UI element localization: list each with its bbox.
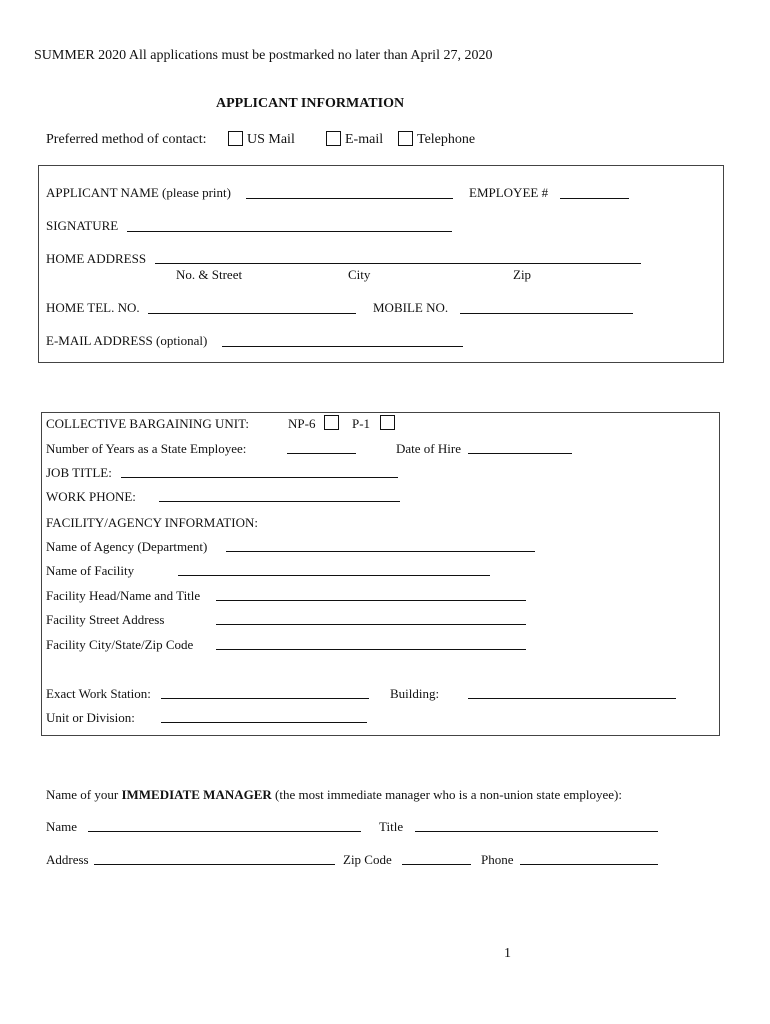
manager-zip-label: Zip Code xyxy=(343,852,392,867)
facility-city-field[interactable] xyxy=(216,649,526,650)
manager-intro xyxy=(46,788,622,801)
manager-phone-label: Phone xyxy=(481,852,514,867)
p1-checkbox[interactable] xyxy=(380,415,395,430)
bargaining-unit-label: COLLECTIVE BARGAINING UNIT: xyxy=(46,416,249,431)
email-checkbox[interactable] xyxy=(326,131,341,146)
home-address-field[interactable] xyxy=(155,263,641,264)
agency-label: Name of Agency (Department) xyxy=(46,539,208,554)
mobile-field[interactable] xyxy=(460,313,633,314)
facility-name-label: Name of Facility xyxy=(46,563,135,578)
work-station-field[interactable] xyxy=(161,698,369,699)
home-tel-field[interactable] xyxy=(148,313,356,314)
facility-head-label: Facility Head/Name and Title xyxy=(46,588,201,603)
building-field[interactable] xyxy=(468,698,676,699)
applicant-name-field[interactable] xyxy=(246,198,453,199)
home-tel-label: HOME TEL. NO. xyxy=(46,300,140,315)
years-label: Number of Years as a State Employee: xyxy=(46,441,247,456)
manager-phone-field[interactable] xyxy=(520,864,658,865)
email-address-field[interactable] xyxy=(222,346,463,347)
telephone-label: Telephone xyxy=(417,132,476,147)
manager-title-label: Title xyxy=(379,819,404,834)
years-field[interactable] xyxy=(287,453,356,454)
signature-label: SIGNATURE xyxy=(46,218,119,233)
facility-city-label: Facility City/State/Zip Code xyxy=(46,637,194,652)
us-mail-label: US Mail xyxy=(247,132,295,147)
page-number: 1 xyxy=(504,946,511,961)
unit-division-label: Unit or Division: xyxy=(46,710,135,725)
work-phone-field[interactable] xyxy=(159,501,400,502)
date-of-hire-field[interactable] xyxy=(468,453,572,454)
manager-address-field[interactable] xyxy=(94,864,335,865)
manager-title-field[interactable] xyxy=(415,831,658,832)
facility-head-field[interactable] xyxy=(216,600,526,601)
signature-field[interactable] xyxy=(127,231,452,232)
agency-field[interactable] xyxy=(226,551,535,552)
home-address-label: HOME ADDRESS xyxy=(46,251,147,266)
manager-intro-post: (the most immediate manager who is a non-union state employee): xyxy=(271,787,622,802)
manager-address-label: Address xyxy=(46,852,89,867)
work-phone-label: WORK PHONE: xyxy=(46,489,136,504)
section-title-applicant: APPLICANT INFORMATION xyxy=(216,96,405,111)
address-zip-caption: Zip xyxy=(513,267,532,282)
header-notice: SUMMER 2020 All applications must be postmarked no later than April 27, 2020 xyxy=(34,48,493,63)
manager-name-label: Name xyxy=(46,819,78,834)
p1-label: P-1 xyxy=(352,416,371,431)
facility-name-field[interactable] xyxy=(178,575,490,576)
address-city-caption: City xyxy=(348,267,371,282)
np6-checkbox[interactable] xyxy=(324,415,339,430)
applicant-name-label: APPLICANT NAME (please print) xyxy=(46,185,231,200)
mobile-label: MOBILE NO. xyxy=(373,300,449,315)
facility-heading: FACILITY/AGENCY INFORMATION: xyxy=(46,515,258,530)
facility-street-label: Facility Street Address xyxy=(46,612,165,627)
manager-intro-bold: IMMEDIATE MANAGER xyxy=(121,787,272,802)
employee-number-field[interactable] xyxy=(560,198,629,199)
contact-label: Preferred method of contact: xyxy=(46,132,207,147)
email-label: E-mail xyxy=(345,132,384,147)
date-of-hire-label: Date of Hire xyxy=(396,441,461,456)
facility-street-field[interactable] xyxy=(216,624,526,625)
address-street-caption: No. & Street xyxy=(176,267,243,282)
unit-division-field[interactable] xyxy=(161,722,367,723)
manager-zip-field[interactable] xyxy=(402,864,471,865)
job-title-label: JOB TITLE: xyxy=(46,465,112,480)
telephone-checkbox[interactable] xyxy=(398,131,413,146)
employee-number-label: EMPLOYEE # xyxy=(469,185,549,200)
email-address-label: E-MAIL ADDRESS (optional) xyxy=(46,333,208,348)
us-mail-checkbox[interactable] xyxy=(228,131,243,146)
job-title-field[interactable] xyxy=(121,477,398,478)
building-label: Building: xyxy=(390,686,440,701)
np6-label: NP-6 xyxy=(288,416,316,431)
work-station-label: Exact Work Station: xyxy=(46,686,151,701)
manager-intro-pre: Name of your xyxy=(46,787,122,802)
manager-name-field[interactable] xyxy=(88,831,361,832)
